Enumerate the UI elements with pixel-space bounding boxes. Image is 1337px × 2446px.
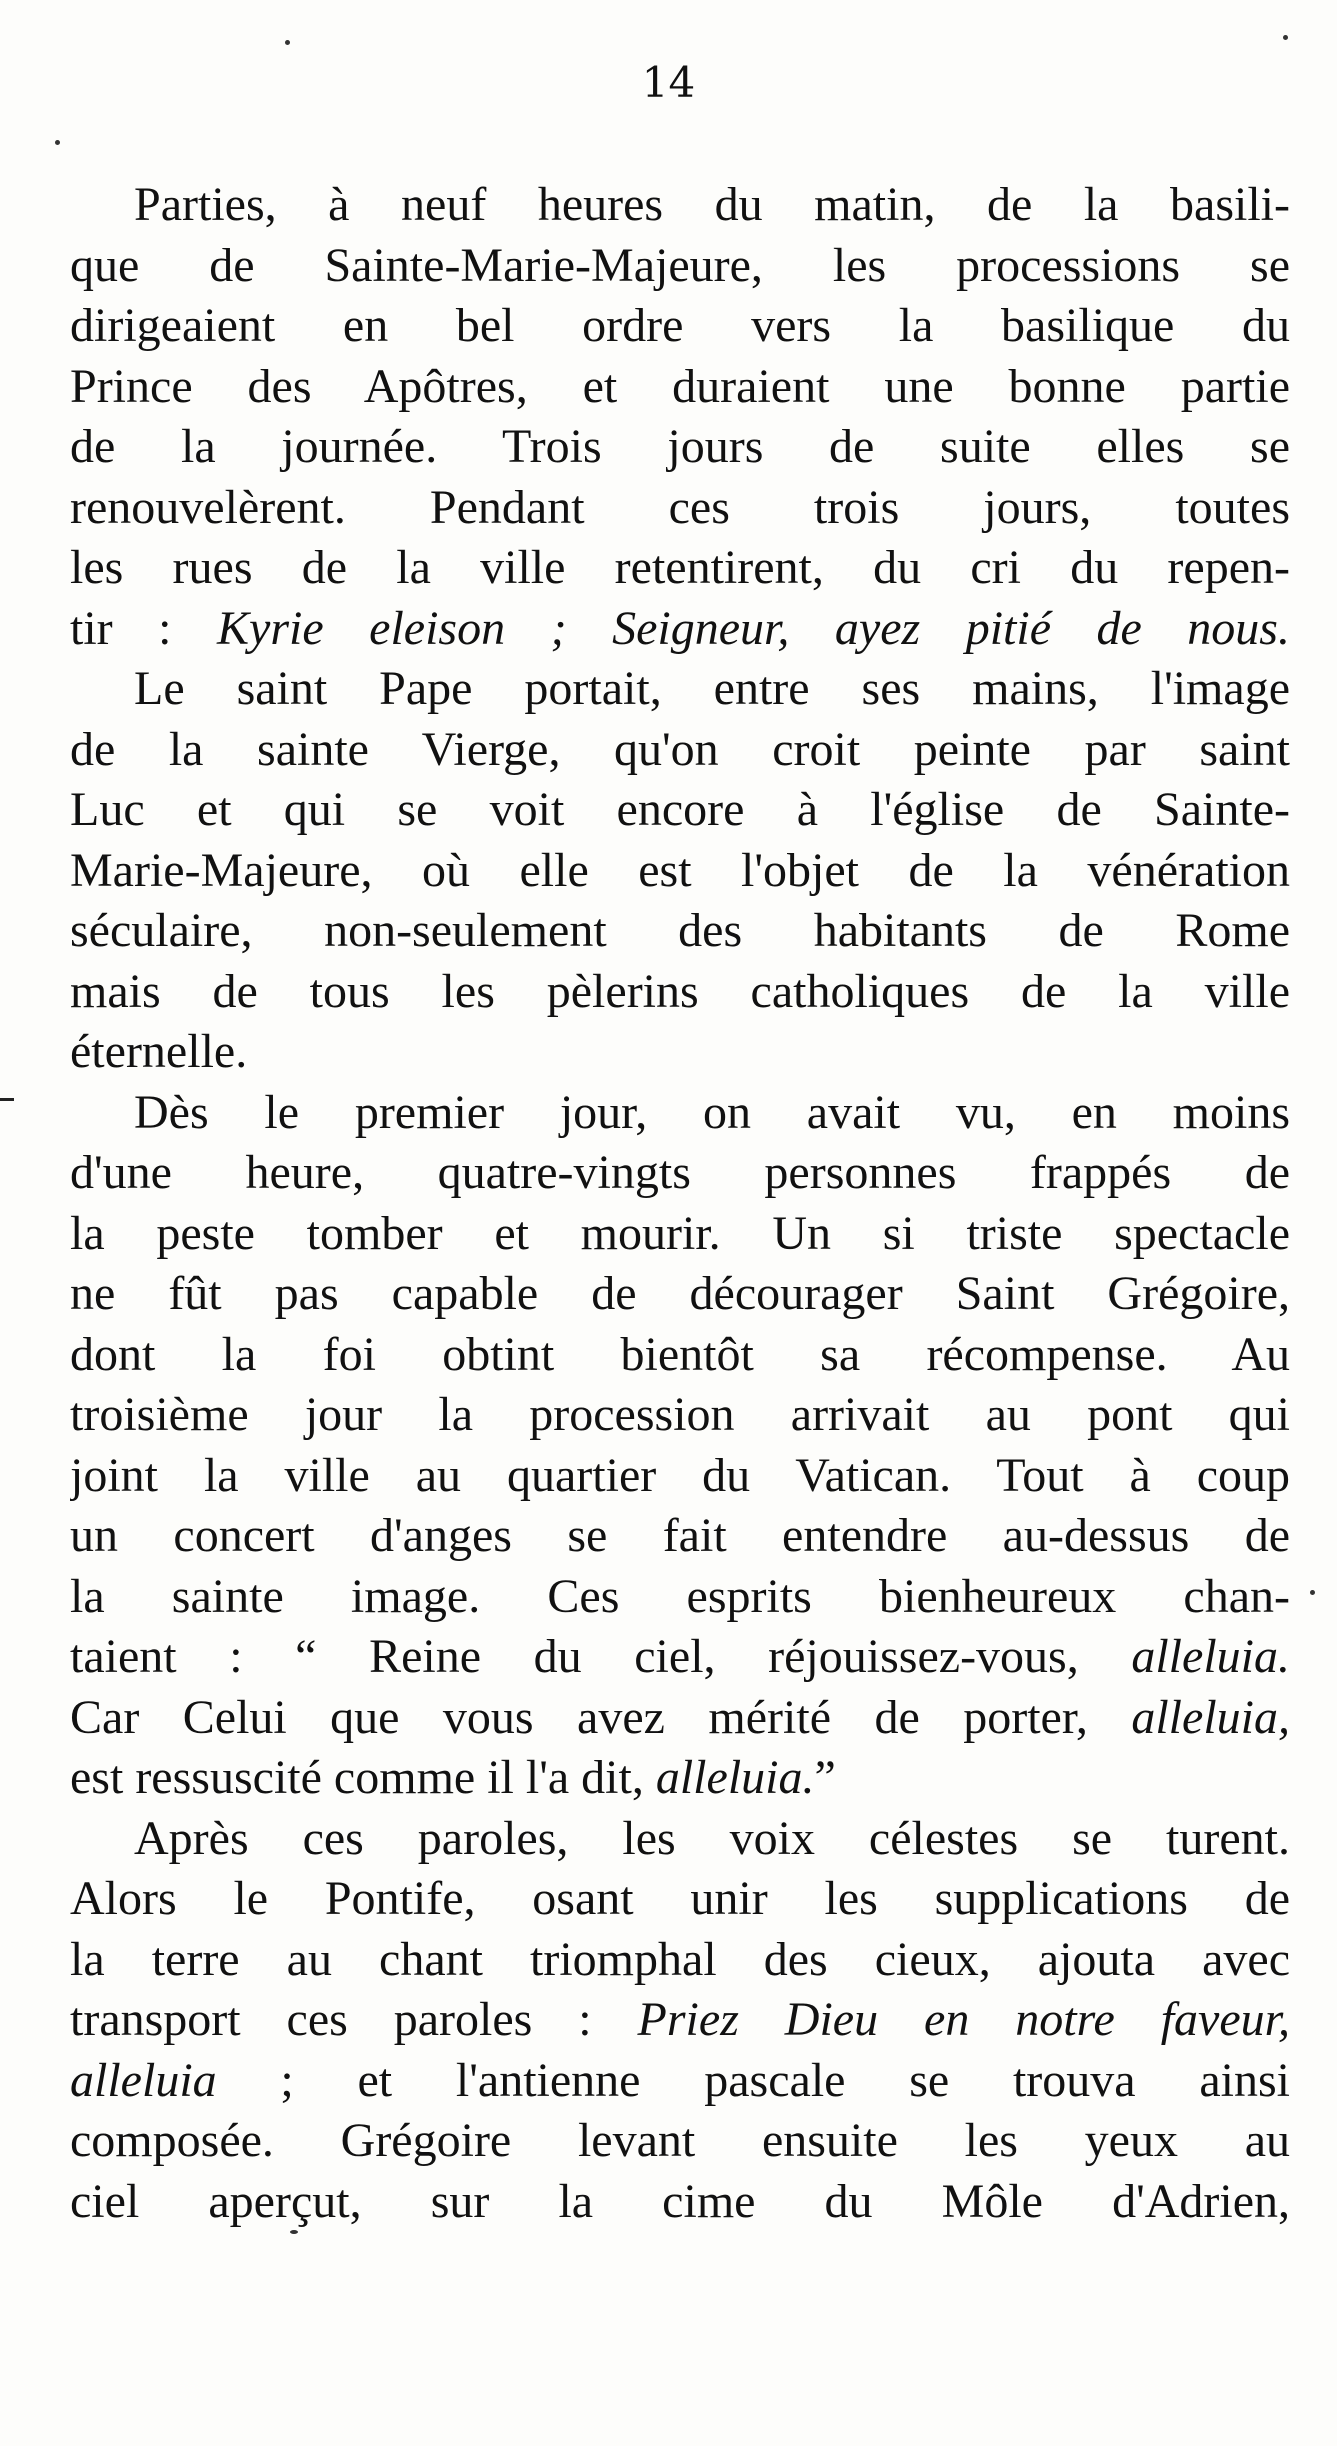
text-run: ” bbox=[814, 1751, 836, 1804]
text-line: joint la ville au quartier du Vatican. Tout à coup bbox=[70, 1448, 1290, 1502]
scan-speck bbox=[285, 40, 290, 45]
text-run: transport ces paroles : bbox=[70, 1993, 638, 2046]
text-line: la peste tomber et mourir. Un si triste spectacle bbox=[70, 1206, 1290, 1260]
text-line: d'une heure, quatre-vingts personnes frappés de bbox=[70, 1146, 1290, 1199]
paragraph bbox=[70, 659, 1290, 1083]
scan-edge-mark bbox=[0, 1098, 14, 1101]
text-run: ; et l'antienne pascale se trouva ainsi bbox=[216, 2053, 1290, 2107]
text-line: troisième jour la procession arrivait au pont qui bbox=[70, 1388, 1290, 1441]
scan-speck bbox=[1283, 35, 1288, 40]
text-line: composée. Grégoire levant ensuite les yeux au bbox=[70, 2114, 1290, 2167]
text-run: Car Celui que vous avez mérité de porter, bbox=[70, 1690, 1132, 1744]
text-line: Prince des Apôtres, et duraient une bonne partie bbox=[70, 359, 1290, 413]
text-line: Le saint Pape portait, entre ses mains, l'image bbox=[134, 662, 1290, 715]
scan-speck bbox=[290, 2230, 298, 2234]
page-number: 14 bbox=[641, 58, 696, 107]
text-line: Dès le premier jour, on avait vu, en moins bbox=[134, 1085, 1290, 1139]
text-line: ciel aperçut, sur la cime du Môle d'Adrien, bbox=[70, 2174, 1290, 2228]
text-run: tir : bbox=[70, 601, 217, 655]
text-line: éternelle. bbox=[70, 1025, 248, 1078]
italic-text: Kyrie eleison ; Seigneur, ayez pitié de nous. bbox=[217, 601, 1290, 655]
text-line: de la journée. Trois jours de suite elles se bbox=[70, 420, 1290, 473]
text-line: les rues de la ville retentirent, du cri du repen- bbox=[70, 541, 1290, 594]
text-run: est ressuscité comme il l'a dit, bbox=[70, 1751, 656, 1804]
italic-text: alleluia, bbox=[1131, 1690, 1290, 1744]
text-run: taient : “ Reine du ciel, réjouissez-vous, bbox=[70, 1630, 1132, 1683]
scan-speck bbox=[1310, 1590, 1315, 1595]
text-line: Parties, à neuf heures du matin, de la basili- bbox=[134, 178, 1290, 231]
text-line: de la sainte Vierge, qu'on croit peinte par saint bbox=[70, 722, 1290, 776]
text-line bbox=[70, 1748, 1290, 1809]
text-line: mais de tous les pèlerins catholiques de la ville bbox=[70, 964, 1290, 1018]
text-line: la sainte image. Ces esprits bienheureux chan- bbox=[70, 1569, 1290, 1623]
text-line bbox=[70, 599, 1290, 660]
scan-speck bbox=[55, 140, 60, 145]
text-line bbox=[70, 1627, 1290, 1688]
text-line: que de Sainte-Marie-Majeure, les processions se bbox=[70, 238, 1290, 292]
text-line: dont la foi obtint bientôt sa récompense. Au bbox=[70, 1327, 1290, 1381]
paragraph bbox=[70, 175, 1290, 659]
text-line bbox=[70, 1990, 1290, 2051]
text-line: un concert d'anges se fait entendre au-dessus de bbox=[70, 1509, 1290, 1562]
text-line: séculaire, non-seulement des habitants de Rome bbox=[70, 904, 1290, 957]
paragraph bbox=[70, 1083, 1290, 1809]
text-line: renouvelèrent. Pendant ces trois jours, toutes bbox=[70, 480, 1290, 534]
text-line: Alors le Pontife, osant unir les supplications de bbox=[70, 1872, 1290, 1925]
body-text bbox=[70, 175, 1290, 2232]
text-line bbox=[70, 1688, 1290, 1749]
italic-text: alleluia. bbox=[1131, 1630, 1290, 1683]
italic-text: alleluia. bbox=[655, 1751, 815, 1804]
text-line: Marie-Majeure, où elle est l'objet de la vénération bbox=[70, 843, 1290, 897]
text-line: la terre au chant triomphal des cieux, ajouta avec bbox=[70, 1932, 1290, 1986]
italic-text: alleluia bbox=[70, 2053, 217, 2107]
text-line: Luc et qui se voit encore à l'église de Sainte- bbox=[70, 783, 1290, 836]
paragraph bbox=[70, 1809, 1290, 2233]
text-line: dirigeaient en bel ordre vers la basilique du bbox=[70, 299, 1290, 352]
text-line: ne fût pas capable de décourager Saint Grégoire, bbox=[70, 1267, 1290, 1320]
italic-text: Priez Dieu en notre faveur, bbox=[637, 1993, 1290, 2046]
text-line bbox=[70, 2051, 1290, 2112]
text-line: Après ces paroles, les voix célestes se turent. bbox=[134, 1811, 1290, 1865]
